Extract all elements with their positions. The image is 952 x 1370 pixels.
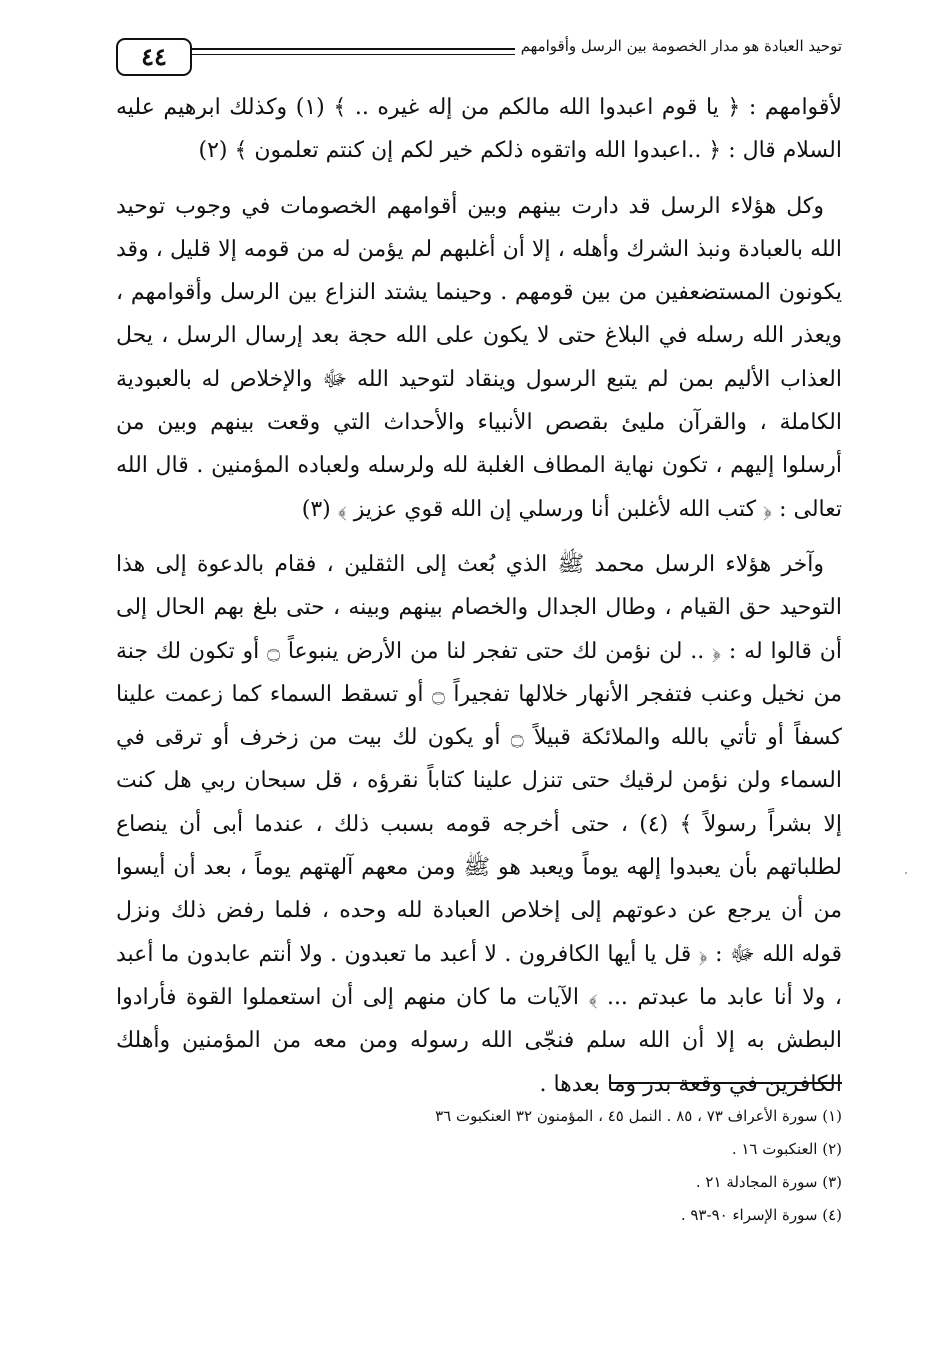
footnote-1: (١) سورة الأعراف ٧٣ ، ٨٥ . النمل ٤٥ ، المؤمنون ٣٢ العنكبوت ٣٦ bbox=[435, 1107, 842, 1125]
footnote-2: (٢) العنكبوت ١٦ . bbox=[731, 1140, 842, 1158]
page-number: ٤٤ bbox=[116, 38, 192, 76]
scan-speck bbox=[905, 872, 907, 874]
header-rule bbox=[192, 48, 542, 50]
footnote-4: (٤) سورة الإسراء ٩٠-٩٣ . bbox=[680, 1206, 842, 1224]
footnote-3: (٣) سورة المجادلة ٢١ . bbox=[695, 1173, 842, 1191]
running-title: توحيد العبادة هو مدار الخصومة بين الرسل وأقوامهم bbox=[515, 36, 842, 56]
paragraph-3: وآخر هؤلاء الرسل محمد ﷺ الذي بُعث إلى الثقلين ، فقام بالدعوة إلى هذا التوحيد حق القيام ، وطال الجدال والخصام بينهم وبينه ، حتى بلغ بهم الحال إلى أن قالوا له : ﴿ .. لن نؤمن لك حتى تفجر لنا من الأرض ينبوعاً ۝ أو تكون لك جنة من نخيل وعنب فتفجر الأنهار خلالها تفجيراً ۝ أو تسقط السماء كما زعمت علينا كسفاً أو تأتي بالله والملائكة قبيلاً ۝ أو يكون لك بيت من زخرف أو ترقى في السماء ولن نؤمن لرقيك حتى تنزل علينا كتاباً نقرؤه ، قل سبحان ربي هل كنت إلا بشراً رسولاً ﴾ (٤) ، حتى أخرجه قومه بسبب ذلك ، عندما أبى أن ينصاع لطلباتهم بأن يعبدوا إلهه يوماً ويعبد هو ﷺ ومن معهم آلهتهم يوماً ، بعد أن أيسوا من أن يرجع عن دعوتهم إلى إخلاص العبادة لله وحده ، فلما رفض ذلك ونزل قوله الله ﷻ : ﴿ قل يا أيها الكافرون . لا أعبد ما تعبدون . ولا أنتم عابدون ما أعبد ، ولا أنا عابد ما عبدتم ... ﴾ الآيات ما كان منهم إلى أن استعملوا القوة فأرادوا البطش به إلا أن الله سلم فنجّى الله رسوله ومن معه من المؤمنين وأهلك الكافرين في وقعة بدر وما بعدها . bbox=[116, 551, 842, 1097]
paragraph-2: وكل هؤلاء الرسل قد دارت بينهم وبين أقوامهم الخصومات في وجوب توحيد الله بالعبادة ونبذ الشرك وأهله ، إلا أن أغلبهم لم يؤمن له من قومه إلا قليل ، وقد يكونون المستضعفين من بين قومهم . وحينما يشتد النزاع بين الرسل وأقوامهم ، ويعذر الله رسله في البلاغ حتى لا يكون على الله حجة بعد إرسال الرسل ، يحل العذاب الأليم بمن لم يتبع الرسول وينقاد لتوحيد الله ﷻ والإخلاص له بالعبودية الكاملة ، والقرآن مليئ بقصص الأنبياء والأحداث التي وقعت بينهم وبين من أرسلوا إليهم ، تكون نهاية المطاف الغلبة لله ولرسله ولعباده المؤمنين . قال الله تعالى : ﴿ كتب الله لأغلبن أنا ورسلي إن الله قوي عزيز ﴾ (٣) bbox=[116, 193, 842, 522]
footnotes bbox=[300, 1100, 842, 1232]
page-header bbox=[116, 32, 842, 78]
body-text bbox=[116, 86, 842, 1106]
footnote-divider bbox=[610, 1082, 842, 1084]
header-rule-thin bbox=[192, 54, 542, 55]
paragraph-1: لأقوامهم : ﴿ يا قوم اعبدوا الله مالكم من إله غيره .. ﴾ (١) وكذلك ابرهيم عليه السلام قال : ﴿ ..اعبدوا الله واتقوه ذلكم خير لكم إن كنتم تعلمون ﴾ (٢) bbox=[116, 95, 842, 164]
